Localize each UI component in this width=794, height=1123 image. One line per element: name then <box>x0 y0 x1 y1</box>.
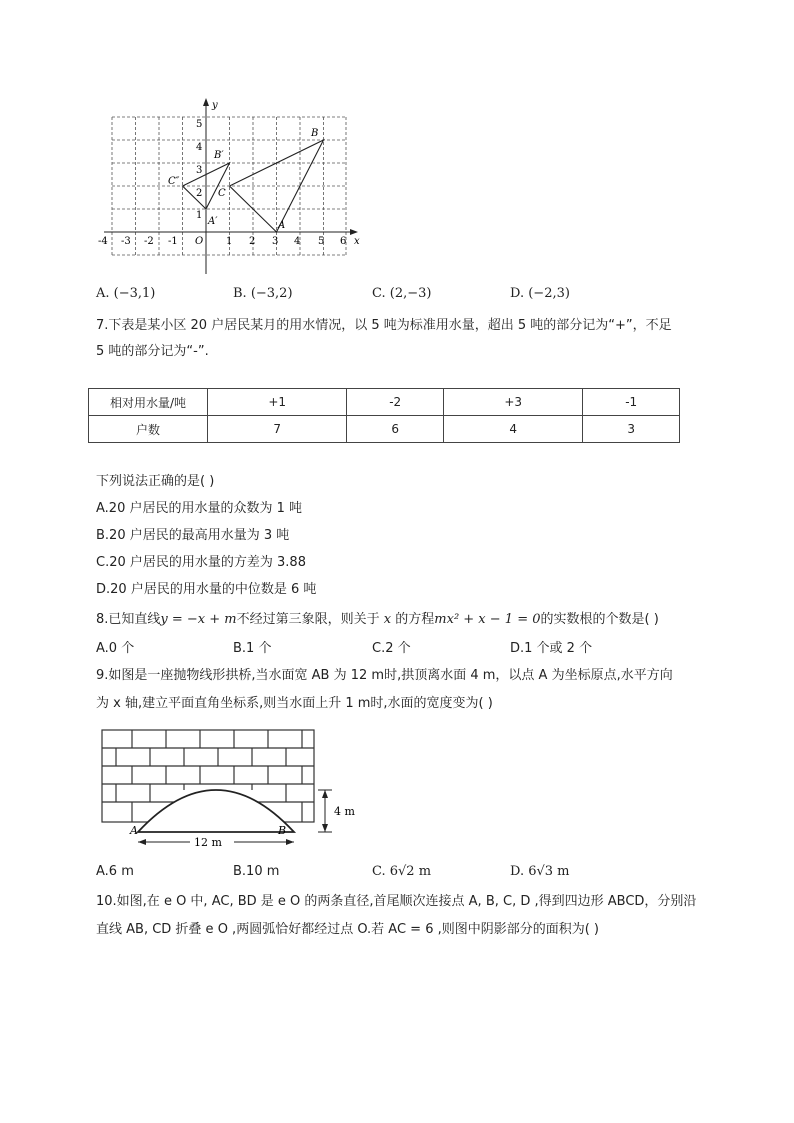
point-b-label: B <box>311 128 319 139</box>
q8-equation-line: y = −x + m <box>160 612 237 627</box>
q6-option-a: A. (−3,1) <box>96 286 156 301</box>
q9-option-a: A.6 m <box>96 864 134 879</box>
q9-option-d: D. 6√3 m <box>510 864 570 879</box>
q7-stem-line2: 5 吨的部分记为“-”. <box>96 344 209 359</box>
x-axis-label: x <box>354 236 360 247</box>
table-row <box>89 389 680 416</box>
table-cell: -1 <box>583 389 680 416</box>
q9-option-b: B.10 m <box>233 864 280 879</box>
q7-stem-line1: 7.下表是某小区 20 户居民某月的用水情况，以 5 吨为标准用水量，超出 5 吨的部分记为“+”，不足 <box>96 318 672 333</box>
table-cell: +3 <box>443 389 582 416</box>
q8-variable: x <box>383 612 392 627</box>
q7-question: 下列说法正确的是( ) <box>96 474 215 489</box>
x-tick: -4 <box>98 236 108 247</box>
height-label: 4 m <box>334 805 355 818</box>
q9-stem-line2: 为 x 轴,建立平面直角坐标系,则当水面上升 1 m时,水面的宽度变为( ) <box>96 696 493 711</box>
q8-equation-quadratic: mx² + x − 1 = 0 <box>434 612 541 627</box>
q10-stem-line1: 10.如图,在 e O 中, AC, BD 是 e O 的两条直径,首尾顺次连接点 A, B, C, D ,得到四边形 ABCD，分别沿 <box>96 894 697 909</box>
q8-stem-a: 8.已知直线 <box>96 612 161 627</box>
q7-option-a: A.20 户居民的用水量的众数为 1 吨 <box>96 501 303 516</box>
x-tick: 2 <box>249 236 256 247</box>
q8-stem-d: 的实数根的个数是( ) <box>540 612 659 627</box>
coordinate-grid-figure <box>96 96 366 278</box>
table-cell: 4 <box>443 416 582 443</box>
x-tick: 3 <box>272 236 279 247</box>
parabolic-arch <box>138 790 294 832</box>
point-c1-label: C″ <box>168 176 180 187</box>
x-tick: -2 <box>144 236 154 247</box>
point-a-label: A <box>130 824 138 837</box>
height-arrow-top <box>322 790 328 798</box>
height-arrow-bottom <box>322 824 328 832</box>
q7-option-d: D.20 户居民的用水量的中位数是 6 吨 <box>96 582 317 597</box>
x-tick: 5 <box>318 236 325 247</box>
point-a-label: A <box>278 220 286 231</box>
point-a1-label: A′ <box>208 216 218 227</box>
q6-option-b: B. (−3,2) <box>233 286 293 301</box>
width-arrow-right <box>286 839 294 845</box>
table-cell: 6 <box>347 416 444 443</box>
origin-label: O <box>195 236 204 247</box>
q6-option-c: C. (2,−3) <box>372 286 432 301</box>
water-usage-table <box>88 388 680 443</box>
q8-option-b: B.1 个 <box>233 641 272 656</box>
q9-option-c: C. 6√2 m <box>372 864 432 879</box>
point-c-label: C <box>218 188 226 199</box>
x-tick: 1 <box>226 236 233 247</box>
q8-stem-c: 的方程 <box>395 612 435 627</box>
table-row <box>89 416 680 443</box>
y-tick: 3 <box>196 165 203 176</box>
point-b-label: B <box>278 824 287 837</box>
width-label: 12 m <box>194 836 222 849</box>
q8-stem-b: 不经过第三象限，则关于 <box>236 612 380 627</box>
y-tick: 5 <box>196 119 203 130</box>
y-tick-labels <box>196 119 202 221</box>
q7-option-c: C.20 户居民的用水量的方差为 3.88 <box>96 555 306 570</box>
q8-stem <box>96 608 659 627</box>
table-cell: +1 <box>208 389 347 416</box>
y-tick: 1 <box>196 210 203 221</box>
y-axis-arrow <box>203 98 209 106</box>
q10-stem-line2: 直线 AB, CD 折叠 e O ,两圆弧恰好都经过点 O.若 AC = 6 ,则图中阴影部分的面积为( ) <box>96 922 600 937</box>
x-tick: -3 <box>121 236 131 247</box>
y-tick: 2 <box>196 188 203 199</box>
x-tick: 6 <box>340 236 347 247</box>
table-row-header: 相对用水量/吨 <box>89 389 208 416</box>
q6-option-d: D. (−2,3) <box>510 286 570 301</box>
q8-option-d: D.1 个或 2 个 <box>510 641 593 656</box>
table-cell: 3 <box>583 416 680 443</box>
x-axis-arrow <box>350 229 358 235</box>
x-tick: 4 <box>294 236 301 247</box>
y-tick: 4 <box>196 142 203 153</box>
q7-option-b: B.20 户居民的最高用水量为 3 吨 <box>96 528 290 543</box>
x-tick: -1 <box>168 236 178 247</box>
arch-bridge-figure <box>98 724 368 854</box>
q8-option-a: A.0 个 <box>96 641 135 656</box>
table-cell: -2 <box>347 389 444 416</box>
q9-stem-line1: 9.如图是一座抛物线形拱桥,当水面宽 AB 为 12 m时,拱顶离水面 4 m，以点 A 为坐标原点,水平方向 <box>96 668 673 683</box>
q8-option-c: C.2 个 <box>372 641 411 656</box>
width-arrow-left <box>138 839 146 845</box>
point-b1-label: B′ <box>214 150 224 161</box>
y-axis-label: y <box>212 100 218 111</box>
table-cell: 7 <box>208 416 347 443</box>
table-row-header: 户数 <box>89 416 208 443</box>
